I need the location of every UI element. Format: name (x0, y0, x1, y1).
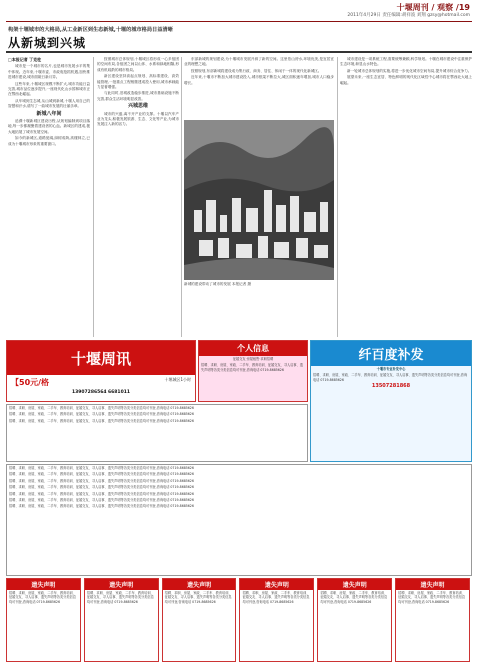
loss-notice-title: 遗失声明 (396, 579, 469, 590)
paragraph: 从车城到生态城,从山城到新城,十堰人用自己的智慧和汗水,谱写了一曲城市发展的壮丽乐章。 (8, 98, 90, 109)
ad-geren-banner (199, 341, 307, 356)
ad-listings-2 (6, 464, 472, 576)
header-subline: 2011年4月29日 责任编辑:胡祥波 刘翔 gzsy@hotmail.com (347, 13, 470, 18)
paragraph: 如今的新城区,道路宽阔,绿树成荫,高楼林立,已成为十堰城市形象的重要窗口。 (8, 136, 90, 146)
paragraph: 城市的兴盛,离不开产业的支撑。十堰以汽车产业为龙头,积极发展旅游、生态、文化等产业,为城市发展注入新的活力。 (97, 111, 179, 127)
ad-xinyuan-phone: 13507281868 (371, 383, 411, 390)
paragraph: 展望未来,一座生态宜居、特色鲜明的现代化区域性中心城市将在鄂西北大地上崛起。 (340, 75, 472, 85)
loss-notice-body: 招聘、求职、房屋、家政、二手车、教育培训、征婚交友、寻人启事、遗失声明等各类分类信息均可刊登,咨询电话 0719-8685626 (164, 591, 232, 604)
ad-geren-title: 个人信息 (237, 344, 269, 353)
ad-zhoukan-banner (7, 341, 195, 375)
ad-xinyuan (310, 340, 472, 462)
photo-illustration (184, 120, 334, 280)
paragraph: 与此同时,旧城改造稳步推进,城市基础设施不断完善,群众生活环境明显改善。 (97, 91, 179, 101)
loss-notice (84, 578, 159, 662)
paragraph: 东部新城的规划建设,为十堰城市发展开辟了新的空间。这里依山傍水,环境优美,是宜居宜业的理想之地。 (184, 57, 334, 67)
paragraph: 追溯十堰新城区建设历程,从规划编制到项目落地,每一步都凝聚着建设者的心血。新城区的建成,极大地拓展了城市发展空间。 (8, 119, 90, 134)
ad-listing-text: 招聘、求职、房屋、家政、二手车、教育培训、征婚交友、寻人启事、遗失声明等各类分类信息均可刊登,咨询电话 0719-8685626 (9, 478, 194, 483)
ad-listing-text: 招聘、求职、房屋、家政、二手车、教育培训、征婚交友、寻人启事、遗失声明等各类分类信息均可刊登,咨询电话 0719-8685626 (9, 406, 194, 410)
loss-notice-body: 招聘、求职、房屋、家政、二手车、教育培训、征婚交友、寻人启事、遗失声明等各类分类信息均可刊登,咨询电话 0719-8685626 (9, 591, 76, 604)
article-column-3 (184, 57, 334, 117)
paragraph: 城市是一个城市的名片,也是城市发展水平的集中体现。近年来,十堰市委、市政府抢抓机遇,加快推进城市建设,城市面貌日新月异。 (8, 64, 90, 80)
ad-listing-text: 招聘、求职、房屋、家政、二手车、教育培训、征婚交友、寻人启事、遗失声明等各类分类信息均可刊登,咨询电话 0719-8685626 (9, 485, 194, 490)
paragraph: 这些年来,十堰城区规模不断扩大,城市功能日益完善,城市品位逐步提升,一座现代化山水园林城市正在鄂西北崛起。 (8, 81, 90, 97)
ad-listing-text: 招聘、求职、房屋、家政、二手车、教育培训、征婚交友、寻人启事、遗失声明等各类分类信息均可刊登,咨询电话 0719-8685626 (9, 412, 194, 417)
ad-listing-text: 招聘、求职、房屋、家政、二手车、教育培训、征婚交友、寻人启事、遗失声明等各类分类信息均可刊登,咨询电话 0719-8685626 (9, 466, 194, 470)
column-divider (181, 57, 182, 337)
loss-notice-title: 遗失声明 (85, 579, 158, 590)
ad-geren-body: 招聘、求职、房屋、家政、二手车、教育培训、征婚交友、寻人启事、遗失声明等各类分类信息均可刊登,咨询电话 0719-8685626 (201, 363, 303, 372)
loss-notice (317, 578, 392, 662)
paragraph: 新一轮城市总体规划的实施,将进一步优化城市空间布局,提升城市综合竞争力。 (347, 68, 472, 73)
byline: □本报记者 丁克柱 (8, 57, 42, 62)
column-divider (337, 57, 338, 337)
article-column-4 (340, 57, 472, 339)
paragraph: 新区建设坚持高起点规划、高标准建设、高效能管理,一批重点工程相继建成投入使用,城市承载能力显著增强。 (97, 74, 179, 90)
loss-notice (6, 578, 81, 662)
loss-notice-title: 遗失声明 (163, 579, 236, 590)
ad-listing-text: 招聘、求职、房屋、家政、二手车、教育培训、征婚交友、寻人启事、遗失声明等各类分类信息均可刊登,咨询电话 0719-8685626 (9, 472, 194, 477)
loss-notice-title: 遗失声明 (240, 579, 313, 590)
ad-xinyuan-sub: 十堰市专业补发中心 (376, 367, 406, 371)
headline-rule (6, 51, 472, 53)
article-column-2 (97, 57, 179, 339)
loss-notice (395, 578, 470, 662)
paragraph: 近年来,十堰市不断加大城市建设投入,城市框架不断拉大,城区面积逐年增加,城市人口稳步增长。 (184, 75, 334, 85)
page-header (0, 0, 478, 22)
ad-listing-text: 招聘、求职、房屋、家政、二手车、教育培训、征婚交友、寻人启事、遗失声明等各类分类信息均可刊登,咨询电话 0719-8685626 (9, 504, 194, 509)
ad-xinyuan-banner (311, 341, 471, 366)
loss-notice-title: 遗失声明 (318, 579, 391, 590)
ad-zhoukan (6, 340, 196, 402)
article-column-1 (8, 57, 90, 339)
ad-xinyuan-title: 纤百度补发 (358, 348, 424, 363)
header-title: 十堰周刊 / 观察 /19 (396, 3, 470, 12)
loss-notice-body: 招聘、求职、房屋、家政、二手车、教育培训、征婚交友、寻人启事、遗失声明等各类分类信息均可刊登,咨询电话 0719-8685626 (320, 591, 388, 604)
ad-listing-text: 招聘、求职、房屋、家政、二手车、教育培训、征婚交友、寻人启事、遗失声明等各类分类信息均可刊登,咨询电话 0719-8685626 (9, 418, 194, 423)
ad-zhoukan-brand: 十堰周讯 (70, 349, 131, 368)
article-headline: 从新城到兴城 (8, 36, 87, 50)
city-aerial-photo (184, 120, 334, 280)
loss-notice-title: 遗失声明 (7, 579, 80, 590)
header-rule (6, 21, 472, 22)
ad-zhoukan-price: 【50元/格 (11, 378, 50, 387)
section-heading: 兴城思维 (127, 103, 148, 110)
article-deck: 构架十堰城市的大格局,从工业新区到生态新城,十堰的城市格局日益清晰 (8, 27, 173, 33)
ad-geren (198, 340, 308, 402)
loss-notice (239, 578, 314, 662)
ad-listings-1 (6, 404, 308, 462)
classified-ads (6, 340, 472, 665)
loss-notice-row (6, 578, 470, 662)
loss-notice-body: 招聘、求职、房屋、家政、二手车、教育培训、征婚交友、寻人启事、遗失声明等各类分类信息均可刊登,咨询电话 0719-8685626 (398, 591, 466, 604)
ad-zhoukan-unit: 十堰城区1小时 (164, 377, 191, 382)
paragraph: 按照规划,东部新城将建设成为集行政、商务、居住、休闲于一体的现代化新城区。 (191, 68, 322, 73)
ad-listing-text: 招聘、求职、房屋、家政、二手车、教育培训、征婚交友、寻人启事、遗失声明等各类分类信息均可刊登,咨询电话 0719-8685626 (9, 491, 194, 496)
ad-xinyuan-body: 招聘、求职、房屋、家政、二手车、教育培训、征婚交友、寻人启事、遗失声明等各类分类信息均可刊登,咨询电话 0719-8685626 (313, 373, 468, 382)
section-heading: 新城八年间 (36, 110, 62, 117)
ad-listing-text: 招聘、求职、房屋、家政、二手车、教育培训、征婚交友、寻人启事、遗失声明等各类分类信息均可刊登,咨询电话 0719-8685626 (9, 498, 194, 503)
column-divider (93, 57, 94, 337)
ad-geren-sub: 征婚交友·房屋租售·求职招聘 (232, 357, 274, 361)
ad-zhoukan-phone: 13907286564 6681011 (72, 390, 130, 395)
loss-notice (162, 578, 237, 662)
paragraph: 城市建设是一项系统工程,需要统筹兼顾,科学规划。十堰在城市建设中注重保护生态环境,彰显山水特色。 (340, 57, 472, 67)
loss-notice-body: 招聘、求职、房屋、家政、二手车、教育培训、征婚交友、寻人启事、遗失声明等各类分类信息均可刊登,咨询电话 0719-8685626 (242, 591, 310, 604)
photo-caption: 新城的建设带动了城市的发展 本报记者 摄 (184, 282, 251, 286)
loss-notice-body: 招聘、求职、房屋、家政、二手车、教育培训、征婚交友、寻人启事、遗失声明等各类分类信息均可刊登,咨询电话 0719-8685626 (86, 591, 154, 604)
paragraph: 按照城市总体规划,十堰城区将形成一心多组团的空间布局,各组团之间以山体、水系和绿地相隔,形成有机疏散的城市格局。 (97, 57, 179, 72)
